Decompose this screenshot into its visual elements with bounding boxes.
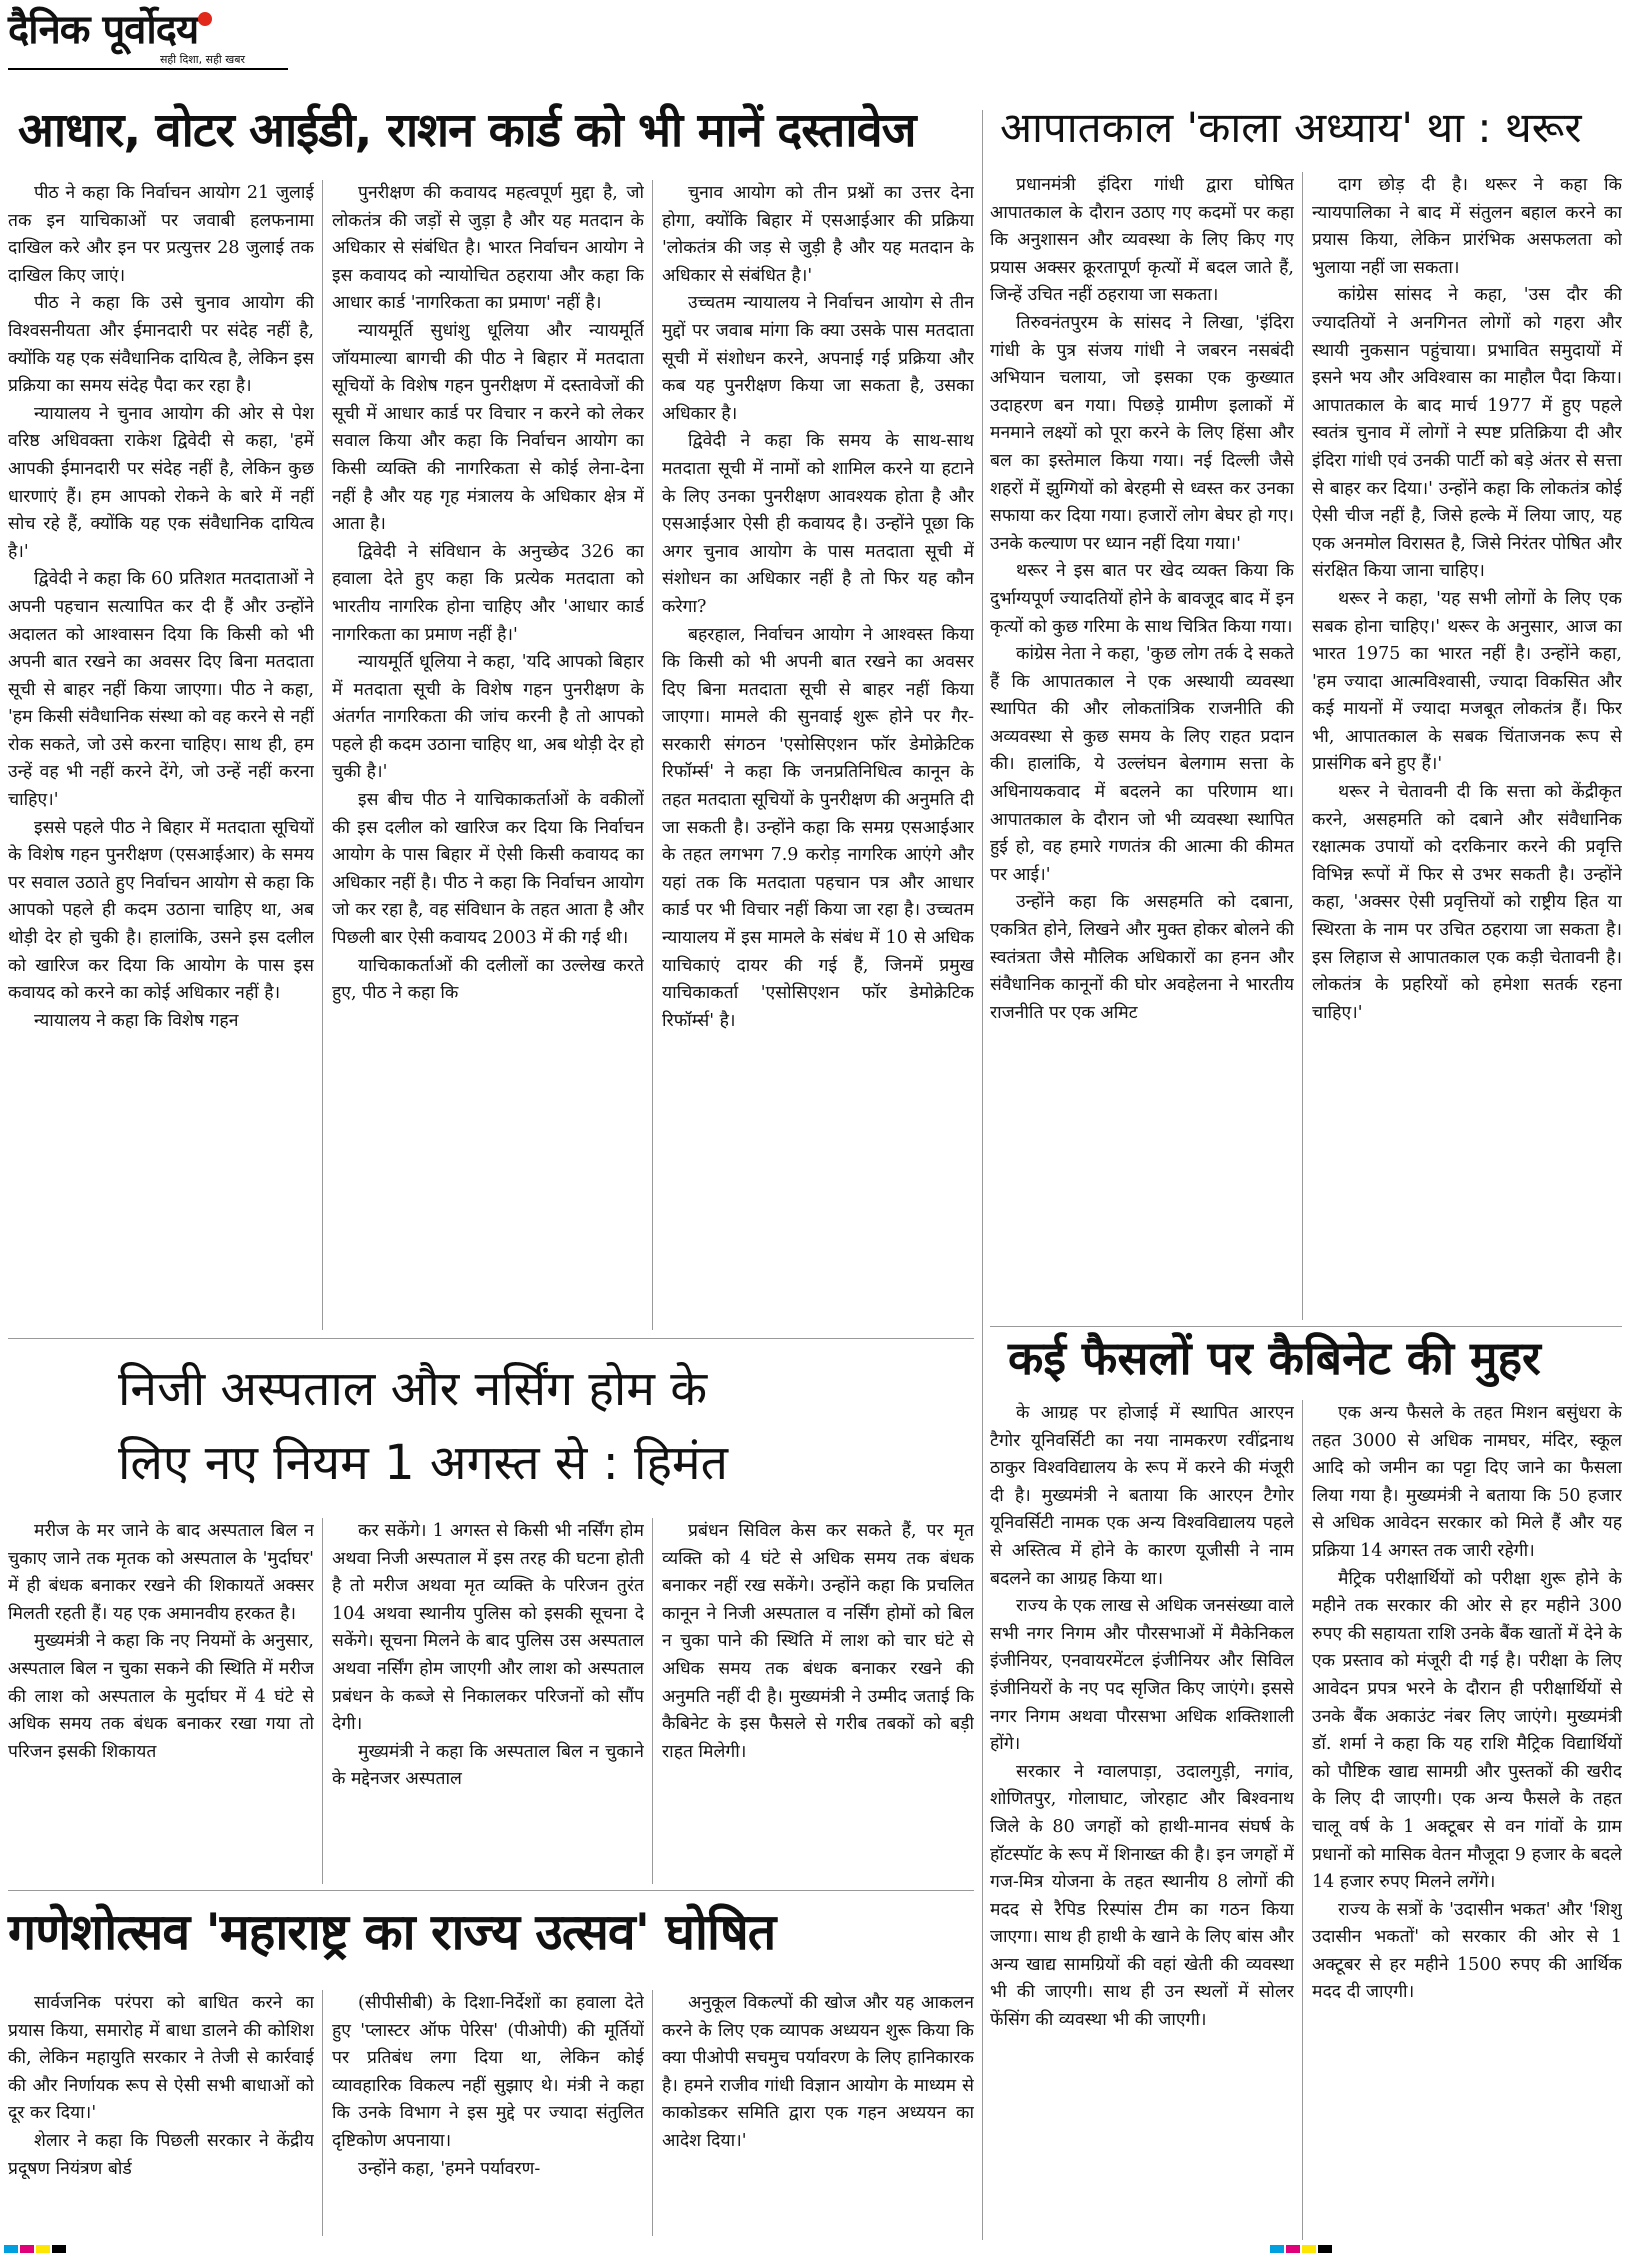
paragraph: प्रधानमंत्री इंदिरा गांधी द्वारा घोषित आपातकाल के दौरान उठाए गए कदमों पर कहा कि अनुशासन और व्यवस्था के लिए किए गए प्रयास अक्सर क्रूरतापूर्ण कृत्यों में बदल जाते हैं, जिन्हें उचित नहीं ठहराया जा सकता। xyxy=(990,175,1294,306)
paragraph: इस बीच पीठ ने याचिकाकर्ताओं के वकीलों की इस दलील को खारिज कर दिया कि निर्वाचन आयोग के पास बिहार में ऐसी किसी कवायद का अधिकार नहीं है। पीठ ने कहा कि निर्वाचन आयोग जो कर रहा है, वह संविधान के तहत आता है और पिछली बार ऐसी कवायद 2003 में की गई थी। xyxy=(332,790,644,949)
paragraph: दाग छोड़ दी है। थरूर ने कहा कि न्यायपालिका ने बाद में संतुलन बहाल करने का प्रयास किया, लेकिन प्रारंभिक असफलता को भुलाया नहीं जा सकता। xyxy=(1312,175,1622,278)
paragraph: मुख्यमंत्री ने कहा कि अस्पताल बिल न चुकाने के मद्देनजर अस्पताल xyxy=(332,1741,644,1790)
paragraph: शेलार ने कहा कि पिछली सरकार ने केंद्रीय प्रदूषण नियंत्रण बोर्ड xyxy=(8,2130,314,2179)
logo-dot-icon xyxy=(198,12,212,26)
paragraph: थरूर ने कहा, 'यह सभी लोगों के लिए एक सबक होना चाहिए।' थरूर के अनुसार, आज का भारत 1975 का भारत नहीं है। उन्होंने कहा, 'हम ज्यादा आत्मविश्वासी, ज्यादा विकसित और कई मायनों में ज्यादा मजबूत लोकतंत्र हैं। फिर भी, आपातकाल के सबक चिंताजनक रूप से प्रासंगिक बने हुए हैं।' xyxy=(1312,588,1622,775)
article-aadhaar-column-1 xyxy=(8,180,314,1330)
column-divider xyxy=(652,1990,653,2236)
column-divider xyxy=(322,1518,323,1884)
article-ganesh-column-3 xyxy=(662,1990,974,2236)
article-aadhaar-column-3 xyxy=(662,180,974,1330)
paragraph: थरूर ने इस बात पर खेद व्यक्त किया कि दुर्भाग्यपूर्ण ज्यादतियों होने के बावजूद बाद में इन कृत्यों को कुछ गरिमा के साथ चित्रित किया गया। xyxy=(990,561,1294,637)
article-headline-hospital-line-1: निजी अस्पताल और नर्सिंग होम के xyxy=(118,1361,708,1417)
paragraph: कांग्रेस सांसद ने कहा, 'उस दौर की ज्यादतियों ने अनगिनत लोगों को गहरा और स्थायी नुकसान पहुंचाया। प्रभावित समुदायों में इसने भय और अविश्वास का माहौल पैदा किया। आपातकाल के बाद मार्च 1977 में हुए पहले स्वतंत्र चुनाव में लोगों ने स्पष्ट प्रतिक्रिया दी और इंदिरा गांधी एवं उनकी पार्टी को बड़े अंतर से सत्ता से बाहर कर दिया।' उन्होंने कहा कि लोकतंत्र कोई ऐसी चीज नहीं है, जिसे हल्के में लिया जाए, यह एक अनमोल विरासत है, जिसे निरंतर पोषित और संरक्षित किया जाना चाहिए। xyxy=(1312,285,1622,582)
paragraph: न्यायमूर्ति सुधांशु धूलिया और न्यायमूर्ति जॉयमाल्या बागची की पीठ ने बिहार में मतदाता सूचियों के विशेष गहन पुनरीक्षण में दस्तावेजों की सूची में आधार कार्ड पर विचार न करने को लेकर सवाल किया और कहा कि निर्वाचन आयोग का किसी व्यक्ति की नागरिकता से कोई लेना-देना नहीं है और यह गृह मंत्रालय के अधिकार क्षेत्र में आता है। xyxy=(332,320,644,535)
paragraph: मैट्रिक परीक्षार्थियों को परीक्षा शुरू होने के महीने तक सरकार की ओर से हर महीने 300 रुपए की सहायता राशि उनके बैंक खातों में देने के एक प्रस्ताव को मंजूरी दी गई है। परीक्षा के लिए आवेदन प्रपत्र भरने के दौरान ही परीक्षार्थियों से उनके बैंक अकाउंट नंबर लिए जाएंगे। मुख्यमंत्री डॉ. शर्मा ने कहा कि यह राशि मैट्रिक विद्यार्थियों को पौष्टिक खाद्य सामग्री और पुस्तकों की खरीद के लिए दी जाएगी। एक अन्य फैसले के तहत चालू वर्ष के 1 अक्टूबर से वन गांवों के ग्राम प्रधानों को मासिक वेतन मौजूदा 9 हजार के बदले 14 हजार रुपए मिलने लगेंगे। xyxy=(1312,1568,1622,1893)
article-headline-cabinet: कई फैसलों पर कैबिनेट की मुहर xyxy=(1008,1331,1541,1385)
paragraph: सरकार ने ग्वालपाड़ा, उदालगुड़ी, नगांव, शोणितपुर, गोलाघाट, जोरहाट और बिश्वनाथ जिले के 80 जगहों को हाथी-मानव संघर्ष के हॉटस्पॉट के रूप में शिनाख्त की है। इन जगहों में गज-मित्र योजना के तहत स्थानीय 8 लोगों की मदद से रैपिड रिस्पांस टीम का गठन किया जाएगा। साथ ही हाथी के खाने के लिए बांस और अन्य खाद्य सामग्रियों की वहां खेती की व्यवस्था भी की जाएगी। साथ ही उन स्थलों में सोलर फेंसिंग की व्यवस्था भी की जाएगी। xyxy=(990,1761,1294,2031)
paragraph: उन्होंने कहा कि असहमति को दबाना, एकत्रित होने, लिखने और मुक्त होकर बोलने की स्वतंत्रता जैसे मौलिक अधिकारों का हनन और संवैधानिक कानूनों की घोर अवहेलना ने भारतीय राजनीति पर एक अमिट xyxy=(990,892,1294,1023)
article-headline-emergency: आपातकाल 'काला अध्याय' था : थरूर xyxy=(1000,103,1582,152)
article-headline-aadhaar: आधार, वोटर आईडी, राशन कार्ड को भी मानें दस्तावेज xyxy=(18,103,916,158)
paragraph: एक अन्य फैसले के तहत मिशन बसुंधरा के तहत 3000 से अधिक नामघर, मंदिर, स्कूल आदि को जमीन का पट्टा दिए जाने का फैसला लिया गया है। मुख्यमंत्री ने बताया कि 50 हजार से अधिक आवेदन सरकार को मिले हैं और यह प्रक्रिया 14 अगस्त तक जारी रहेगी। xyxy=(1312,1403,1622,1561)
paragraph: तिरुवनंतपुरम के सांसद ने लिखा, 'इंदिरा गांधी के पुत्र संजय गांधी ने जबरन नसबंदी अभियान चलाया, जो इसका एक कुख्यात उदाहरण बन गया। पिछड़े ग्रामीण इलाकों में मनमाने लक्ष्यों को पूरा करने के लिए हिंसा और बल का इस्तेमाल किया गया। नई दिल्ली जैसे शहरों में झुग्गियों को बेरहमी से ध्वस्त कर उनका सफाया कर दिया गया। हजारों लोग बेघर हो गए। उनके कल्याण पर ध्यान नहीं दिया गया।' xyxy=(990,312,1294,554)
article-hospital-column-1 xyxy=(8,1518,314,1884)
column-divider xyxy=(652,1518,653,1884)
paragraph: चुनाव आयोग को तीन प्रश्नों का उत्तर देना होगा, क्योंकि बिहार में एसआईआर की प्रक्रिया 'लोकतंत्र की जड़ से जुड़ी है और यह मतदान के अधिकार से संबंधित है।' xyxy=(662,183,974,286)
article-hospital-column-3 xyxy=(662,1518,974,1884)
paragraph: कांग्रेस नेता ने कहा, 'कुछ लोग तर्क दे सकते हैं कि आपातकाल ने एक अस्थायी व्यवस्था स्थापित की और लोकतांत्रिक राजनीति की अव्यवस्था से कुछ समय के लिए राहत प्रदान की। हालांकि, ये उल्लंघन बेलगाम सत्ता के अधिनायकवाद में बदलने का परिणाम था। आपातकाल के दौरान जो भी व्यवस्था स्थापित हुई हो, वह हमारे गणतंत्र की आत्मा की कीमत पर आई।' xyxy=(990,644,1294,885)
column-divider xyxy=(322,1990,323,2236)
print-color-marks xyxy=(1270,2238,1334,2248)
paragraph: पीठ ने कहा कि निर्वाचन आयोग 21 जुलाई तक इन याचिकाओं पर जवाबी हलफनामा दाखिल करे और इन पर प्रत्युत्तर 28 जुलाई तक दाखिल किए जाएं। xyxy=(8,183,314,286)
article-emergency-column-1 xyxy=(990,172,1294,1320)
masthead-rule xyxy=(8,68,288,70)
paragraph: कर सकेंगे। 1 अगस्त से किसी भी नर्सिंग होम अथवा निजी अस्पताल में इस तरह की घटना होती है तो मरीज अथवा मृत व्यक्ति के परिजन तुरंत 104 अथवा स्थानीय पुलिस को इसकी सूचना दे सकेंगे। सूचना मिलने के बाद पुलिस उस अस्पताल अथवा नर्सिंग होम जाएगी और लाश को अस्पताल प्रबंधन के कब्जे से निकालकर परिजनों को सौंप देगी। xyxy=(332,1521,644,1735)
paragraph: न्यायालय ने कहा कि विशेष गहन xyxy=(34,1010,239,1031)
paragraph: (सीपीसीबी) के दिशा-निर्देशों का हवाला देते हुए 'प्लास्टर ऑफ पेरिस' (पीओपी) की मूर्तियों पर प्रतिबंध लगा दिया था, लेकिन कोई व्यावहारिक विकल्प नहीं सुझाए थे। मंत्री ने कहा कि उनके विभाग ने इस मुद्दे पर ज्यादा संतुलित दृष्टिकोण अपनाया। xyxy=(332,1993,644,2151)
article-cabinet-column-2 xyxy=(1312,1400,1622,2240)
paragraph: सार्वजनिक परंपरा को बाधित करने का प्रयास किया, समारोह में बाधा डालने की कोशिश की, लेकिन महायुति सरकार ने तेजी से कार्रवाई की और निर्णायक रूप से ऐसी सभी बाधाओं को दूर कर दिया।' xyxy=(8,1993,314,2124)
masthead xyxy=(8,6,288,72)
column-divider xyxy=(652,180,653,1330)
section-rule xyxy=(8,1338,974,1339)
paragraph: न्यायमूर्ति धूलिया ने कहा, 'यदि आपको बिहार में मतदाता सूची के विशेष गहन पुनरीक्षण के अंतर्गत नागरिकता की जांच करनी है तो आपको पहले ही कदम उठाना चाहिए था, अब थोड़ी देर हो चुकी है।' xyxy=(332,652,644,783)
paragraph: राज्य के सत्रों के 'उदासीन भकत' और 'शिशु उदासीन भकतों' को सरकार की ओर से 1 अक्टूबर से हर महीने 1500 रुपए की आर्थिक मदद दी जाएगी। xyxy=(1312,1899,1622,2003)
paragraph: मुख्यमंत्री ने कहा कि नए नियमों के अनुसार, अस्पताल बिल न चुका सकने की स्थिति में मरीज की लाश को अस्पताल के मुर्दाघर में 4 घंटे से अधिक समय तक बंधक बनाकर रखा गया तो परिजन इसकी शिकायत xyxy=(8,1631,314,1762)
paragraph: पीठ ने कहा कि उसे चुनाव आयोग की विश्वसनीयता और ईमानदारी पर संदेह नहीं है, क्योंकि यह एक संवैधानिक दायित्व है, लेकिन इस प्रक्रिया का समय संदेह पैदा कर रहा है। xyxy=(8,293,314,397)
paragraph: इससे पहले पीठ ने बिहार में मतदाता सूचियों के विशेष गहन पुनरीक्षण (एसआईआर) के समय पर सवाल उठाते हुए निर्वाचन आयोग से कहा कि आपको पहले ही कदम उठाना चाहिए था, अब थोड़ी देर हो चुकी है। हालांकि, उसने इस दलील को खारिज कर दिया कि आयोग के पास इस कवायद को करने का कोई अधिकार नहीं है। xyxy=(8,817,314,1004)
paragraph: उन्होंने कहा, 'हमने पर्यावरण- xyxy=(358,2158,541,2179)
article-headline-hospital-line-2: लिए नए नियम 1 अगस्त से : हिमंत xyxy=(118,1435,728,1491)
paragraph: याचिकाकर्ताओं की दलीलों का उल्लेख करते हुए, पीठ ने कहा कि xyxy=(332,955,644,1004)
column-divider xyxy=(1302,1400,1303,2240)
paragraph: द्विवेदी ने संविधान के अनुच्छेद 326 का हवाला देते हुए कहा कि प्रत्येक मतदाता को भारतीय नागरिक होना चाहिए और 'आधार कार्ड नागरिकता का प्रमाण नहीं है।' xyxy=(332,541,644,645)
column-divider xyxy=(1302,172,1303,1320)
article-cabinet-column-1 xyxy=(990,1400,1294,2240)
paragraph: मरीज के मर जाने के बाद अस्पताल बिल न चुकाए जाने तक मृतक को अस्पताल के 'मुर्दाघर' में ही बंधक बनाकर रखने की शिकायतें अक्सर मिलती रहती हैं। यह एक अमानवीय हरकत है। xyxy=(8,1521,314,1624)
article-ganesh-column-2 xyxy=(332,1990,644,2236)
paragraph: थरूर ने चेतावनी दी कि सत्ता को केंद्रीकृत करने, असहमति को दबाने और संवैधानिक रक्षात्मक उपायों को दरकिनार करने की प्रवृत्ति विभिन्न रूपों में फिर से उभर सकती है। उन्होंने कहा, 'अक्सर ऐसी प्रवृत्तियों को राष्ट्रीय हित या स्थिरता के नाम पर उचित ठहराया जा सकता है। इस लिहाज से आपातकाल एक कड़ी चेतावनी है। लोकतंत्र के प्रहरियों को हमेशा सतर्क रहना चाहिए।' xyxy=(1312,782,1622,1023)
paragraph: राज्य के एक लाख से अधिक जनसंख्या वाले सभी नगर निगम और पौरसभाओं में मैकेनिकल इंजीनियर, एनवायरमेंटल इंजीनियर और सिविल इंजीनियरों के नए पद सृजित किए जाएंगे। इससे नगर निगम अथवा पौरसभा अधिक शक्तिशाली होंगे। xyxy=(990,1596,1294,1755)
newspaper-tagline: सही दिशा, सही खबर xyxy=(160,53,246,66)
paragraph: बहरहाल, निर्वाचन आयोग ने आश्वस्त किया कि किसी को भी अपनी बात रखने का अवसर दिए बिना मतदाता सूची से बाहर नहीं किया जाएगा। मामले की सुनवाई शुरू होने पर गैर-सरकारी संगठन 'एसोसिएशन फॉर डेमोक्रेटिक रिफॉर्म्स' ने कहा कि जनप्रतिनिधित्व कानून के तहत मतदाता सूचियों के पुनरीक्षण की अनुमति दी जा सकती है। उन्होंने कहा कि समग्र एसआईआर के तहत लगभग 7.9 करोड़ नागरिक आएंगे और यहां तक कि मतदाता पहचान पत्र और आधार कार्ड पर भी विचार नहीं किया जा रहा है। उच्चतम न्यायालय में इस मामले के संबंध में 10 से अधिक याचिकाएं दायर की गई हैं, जिनमें प्रमुख याचिकाकर्ता 'एसोसिएशन फॉर डेमोक्रेटिक रिफॉर्म्स' है। xyxy=(662,624,974,1031)
article-aadhaar-column-2 xyxy=(332,180,644,1330)
paragraph: के आग्रह पर होजाई में स्थापित आरएन टैगोर यूनिवर्सिटी का नया नामकरण रवींद्रनाथ ठाकुर विश्वविद्यालय के रूप में करने की मंजूरी दी है। मुख्यमंत्री ने बताया कि आरएन टैगोर यूनिवर्सिटी नामक एक अन्य विश्वविद्यालय पहले से अस्तित्व में होने के कारण यूजीसी ने नाम बदलने का आग्रह किया था। xyxy=(990,1403,1294,1589)
section-divider xyxy=(982,110,983,2240)
paragraph: पुनरीक्षण की कवायद महत्वपूर्ण मुद्दा है, जो लोकतंत्र की जड़ों से जुड़ा है और यह मतदान के अधिकार से संबंधित है। भारत निर्वाचन आयोग ने इस कवायद को न्यायोचित ठहराया और कहा कि आधार कार्ड 'नागरिकता का प्रमाण' नहीं है। xyxy=(332,183,644,314)
article-emergency-column-2 xyxy=(1312,172,1622,1320)
column-divider xyxy=(322,180,323,1330)
paragraph: अनुकूल विकल्पों की खोज और यह आकलन करने के लिए एक व्यापक अध्ययन शुरू किया कि क्या पीओपी सचमुच पर्यावरण के लिए हानिकारक है। हमने राजीव गांधी विज्ञान आयोग के माध्यम से काकोडकर समिति द्वारा एक गहन अध्ययन का आदेश दिया।' xyxy=(662,1993,974,2151)
paragraph: द्विवेदी ने कहा कि 60 प्रतिशत मतदाताओं ने अपनी पहचान सत्यापित कर दी हैं और उन्होंने अदालत को आश्वासन दिया कि किसी को भी अपनी बात रखने का अवसर दिए बिना मतदाता सूची से बाहर नहीं किया जाएगा। पीठ ने कहा, 'हम किसी संवैधानिक संस्था को वह करने से नहीं रोक सकते, जो उसे करना चाहिए। साथ ही, हम उन्हें वह भी नहीं करने देंगे, जो उन्हें नहीं करना चाहिए।' xyxy=(8,569,314,811)
article-ganesh-column-1 xyxy=(8,1990,314,2236)
paragraph: द्विवेदी ने कहा कि समय के साथ-साथ मतदाता सूची में नामों को शामिल करने या हटाने के लिए उनका पुनरीक्षण आवश्यक होता है और एसआईआर ऐसी ही कवायद है। उन्होंने पूछा कि अगर चुनाव आयोग के पास मतदाता सूची में संशोधन का अधिकार नहीं है तो फिर यह कौन करेगा? xyxy=(662,431,974,617)
print-color-marks xyxy=(4,2238,68,2248)
newspaper-name: दैनिक पूर्वोदय xyxy=(8,7,199,53)
section-rule xyxy=(8,1890,974,1891)
section-rule xyxy=(990,1326,1622,1327)
paragraph: न्यायालय ने चुनाव आयोग की ओर से पेश वरिष्ठ अधिवक्ता राकेश द्विवेदी से कहा, 'हमें आपकी ईमानदारी पर संदेह नहीं है, लेकिन कुछ धारणाएं हैं। हम आपको रोकने के बारे में नहीं सोच रहे हैं, क्योंकि यह एक संवैधानिक दायित्व है।' xyxy=(8,403,314,562)
paragraph: उच्चतम न्यायालय ने निर्वाचन आयोग से तीन मुद्दों पर जवाब मांगा कि क्या उसके पास मतदाता सूची में संशोधन करने, अपनाई गई प्रक्रिया और कब यह पुनरीक्षण किया जा सकता है, उसका अधिकार है। xyxy=(662,293,974,424)
article-hospital-column-2 xyxy=(332,1518,644,1884)
article-headline-ganesh: गणेशोत्सव 'महाराष्ट्र का राज्य उत्सव' घोषित xyxy=(8,1903,776,1961)
paragraph: प्रबंधन सिविल केस कर सकते हैं, पर मृत व्यक्ति को 4 घंटे से अधिक समय तक बंधक बनाकर नहीं रख सकेंगे। उन्होंने कहा कि प्रचलित कानून ने निजी अस्पताल व नर्सिंग होमों को बिल न चुका पाने की स्थिति में लाश को चार घंटे से अधिक समय तक बंधक बनाकर रखने की अनुमति नहीं दी है। मुख्यमंत्री ने उम्मीद जताई कि कैबिनेट के इस फैसले से गरीब तबकों को बड़ी राहत मिलेगी। xyxy=(662,1521,974,1762)
